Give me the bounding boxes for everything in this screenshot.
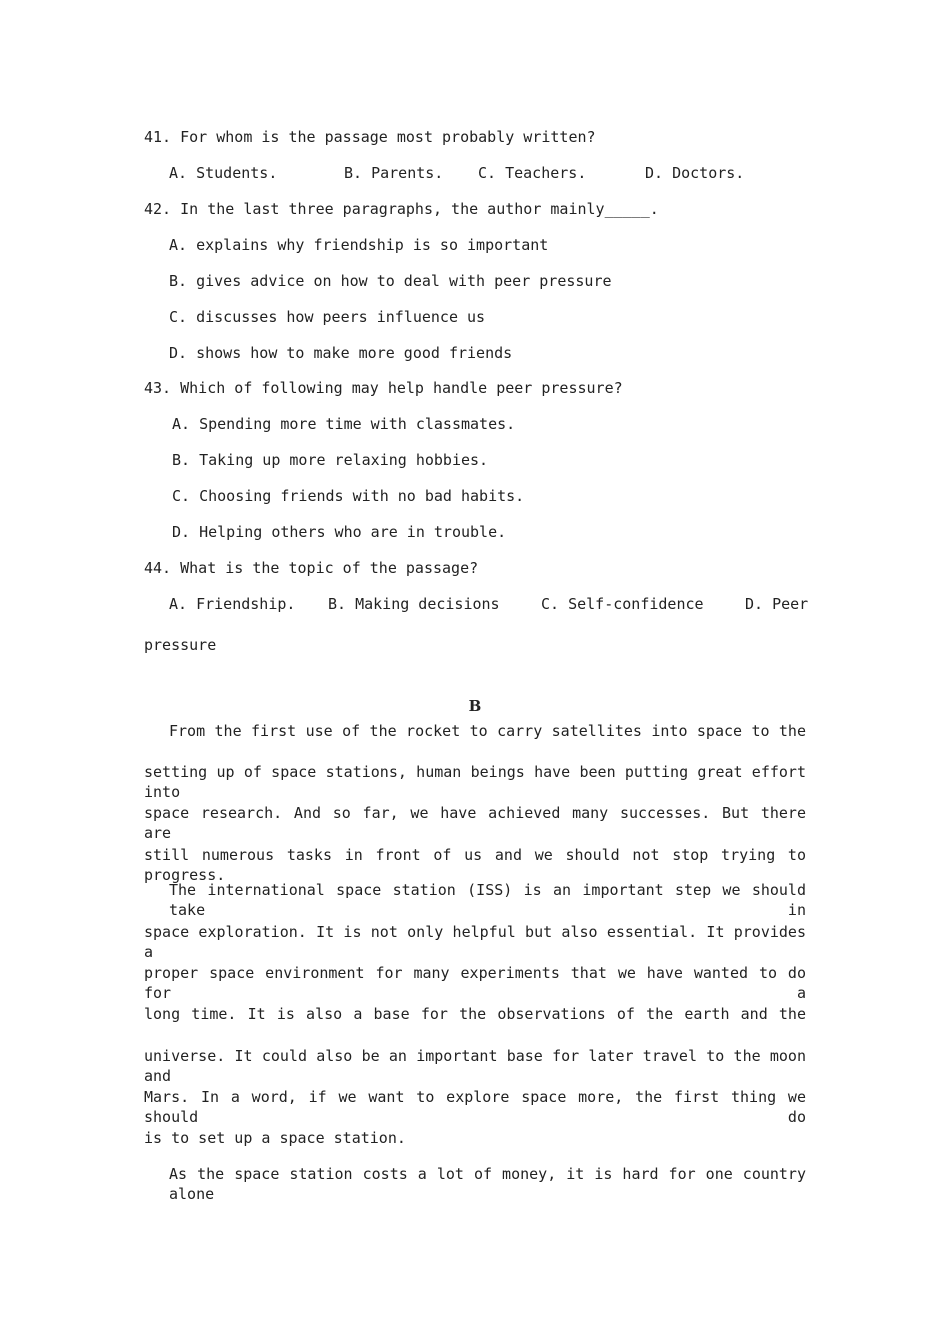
paragraph-2-line-1: The international space station (ISS) is an important step we should take in	[169, 881, 806, 919]
question-41-option-a: A. Students.	[169, 164, 278, 182]
question-44-option-b: B. Making decisions	[328, 595, 500, 613]
question-43-option-a: A. Spending more time with classmates.	[172, 415, 516, 433]
paragraph-1-line-4: still numerous tasks in front of us and we should not stop trying to progress.	[144, 846, 806, 884]
question-44-option-d: D. Peer	[745, 595, 809, 613]
paragraph-2-line-6: Mars. In a word, if we want to explore space more, the first thing we should do	[144, 1088, 806, 1126]
question-44-stem: 44. What is the topic of the passage?	[144, 559, 479, 577]
question-42-option-c: C. discusses how peers influence us	[169, 308, 486, 326]
question-41-option-b: B. Parents.	[344, 164, 444, 182]
question-42-option-a: A. explains why friendship is so important	[169, 236, 549, 254]
section-b-heading: B	[468, 697, 482, 715]
question-44-option-d-wrap: pressure	[144, 636, 217, 654]
question-44-option-a: A. Friendship.	[169, 595, 296, 613]
paragraph-2-line-5: universe. It could also be an important base for later travel to the moon and	[144, 1047, 806, 1085]
paragraph-2-line-4: long time. It is also a base for the observations of the earth and the	[144, 1005, 806, 1023]
question-41-option-d: D. Doctors.	[645, 164, 745, 182]
question-44-option-c: C. Self-confidence	[541, 595, 704, 613]
question-42-option-b: B. gives advice on how to deal with peer pressure	[169, 272, 612, 290]
question-42-stem: 42. In the last three paragraphs, the author mainly_____.	[144, 200, 659, 218]
question-44-options	[144, 594, 809, 614]
paragraph-2-line-7: is to set up a space station.	[144, 1129, 406, 1147]
question-43-stem: 43. Which of following may help handle peer pressure?	[144, 379, 623, 397]
question-42-option-d: D. shows how to make more good friends	[169, 344, 513, 362]
question-41-stem: 41. For whom is the passage most probably written?	[144, 128, 596, 146]
paragraph-1-line-2: setting up of space stations, human beings have been putting great effort into	[144, 763, 806, 801]
question-43-option-b: B. Taking up more relaxing hobbies.	[172, 451, 489, 469]
paragraph-3-line-1: As the space station costs a lot of money, it is hard for one country alone	[169, 1165, 806, 1203]
paragraph-2-line-3: proper space environment for many experiments that we have wanted to do for a	[144, 964, 806, 1002]
question-43-option-c: C. Choosing friends with no bad habits.	[172, 487, 525, 505]
paragraph-2-line-2: space exploration. It is not only helpful but also essential. It provides a	[144, 923, 806, 961]
question-43-option-d: D. Helping others who are in trouble.	[172, 523, 507, 541]
question-41-option-c: C. Teachers.	[478, 164, 587, 182]
question-41-options	[144, 163, 806, 183]
paragraph-1-line-1: From the first use of the rocket to carry satellites into space to the	[169, 722, 806, 740]
paragraph-1-line-3: space research. And so far, we have achieved many successes. But there are	[144, 804, 806, 842]
